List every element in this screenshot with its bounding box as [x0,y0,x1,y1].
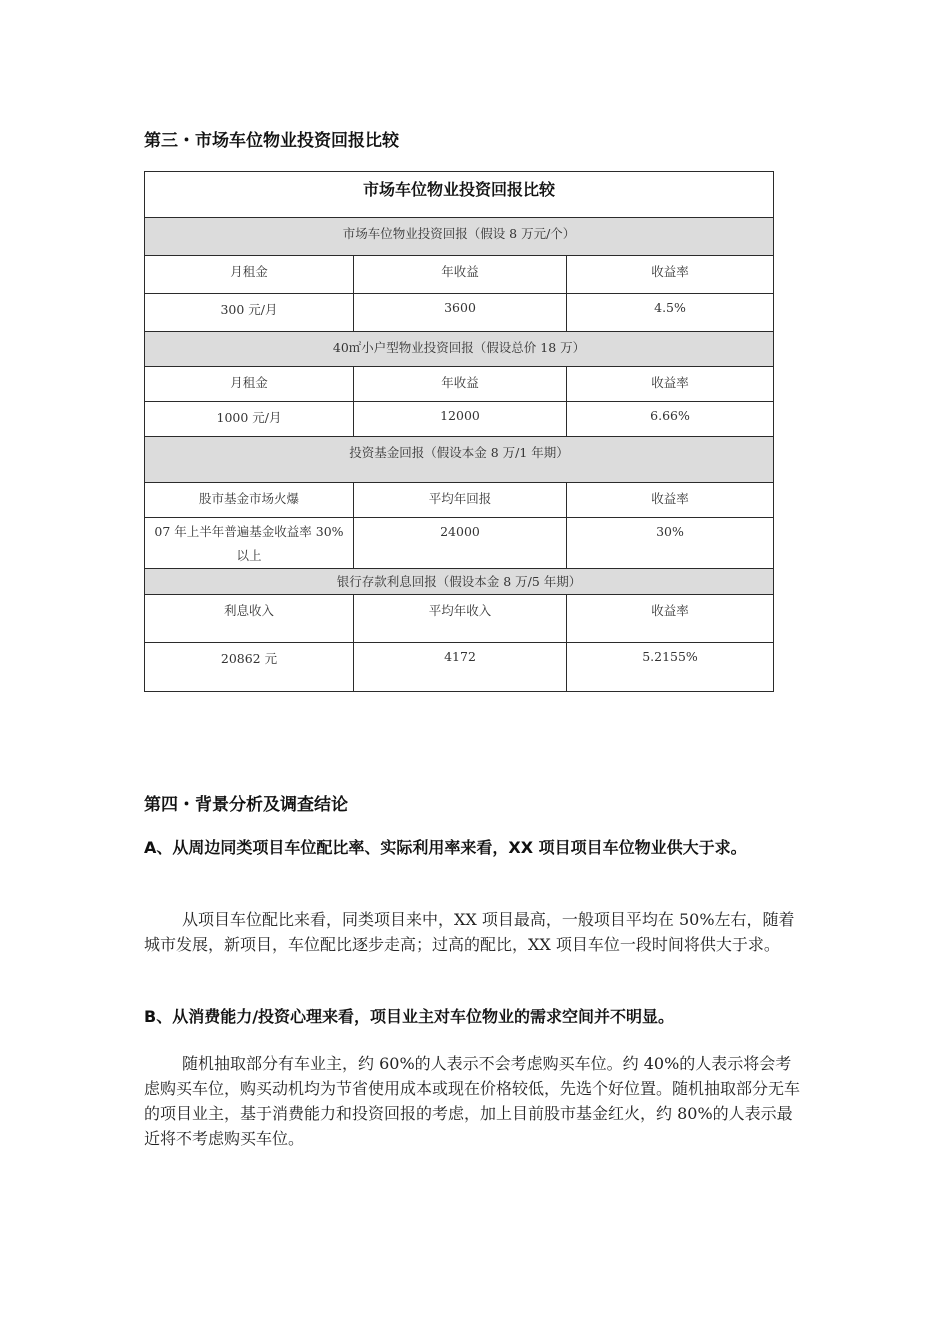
column-header: 股市基金市场火爆 [145,483,354,518]
table-cell: 1000 元/月 [145,402,354,437]
table-cell: 07 年上半年普遍基金收益率 30%以上 [145,518,354,569]
table-cell: 4172 [354,643,567,692]
table-title: 市场车位物业投资回报比较 [145,172,774,218]
group-header: 银行存款利息回报（假设本金 8 万/5 年期） [145,569,774,595]
group-header: 投资基金回报（假设本金 8 万/1 年期） [145,437,774,483]
group-header-row [145,332,774,367]
table-row [145,643,774,692]
column-header: 收益率 [567,595,774,643]
section-4-heading: 第四・背景分析及调查结论 [144,795,348,815]
column-header: 月租金 [145,256,354,294]
table-cell: 30% [567,518,774,569]
subheading-b: B、从消费能力/投资心理来看，项目业主对车位物业的需求空间并不明显。 [144,1007,675,1026]
column-header: 平均年回报 [354,483,567,518]
table-cell: 12000 [354,402,567,437]
column-header: 收益率 [567,256,774,294]
investment-return-table [144,171,774,692]
table-cell: 3600 [354,294,567,332]
table-row [145,294,774,332]
group-header: 市场车位物业投资回报（假设 8 万元/个） [145,218,774,256]
group-header-row [145,218,774,256]
column-header: 收益率 [567,483,774,518]
column-header: 平均年收入 [354,595,567,643]
column-header: 月租金 [145,367,354,402]
section-3-heading: 第三・市场车位物业投资回报比较 [144,131,399,151]
group-header-row [145,437,774,483]
table-cell: 4.5% [567,294,774,332]
column-header: 利息收入 [145,595,354,643]
column-header: 年收益 [354,367,567,402]
table-cell: 24000 [354,518,567,569]
column-header: 收益率 [567,367,774,402]
table-title-row [145,172,774,218]
group-header: 40㎡小户型物业投资回报（假设总价 18 万） [145,332,774,367]
table-row [145,402,774,437]
column-header: 年收益 [354,256,567,294]
subheading-a: A、从周边同类项目车位配比率、实际利用率来看，XX 项目项目车位物业供大于求。 [144,838,747,857]
column-header-row [145,367,774,402]
paragraph-b: 随机抽取部分有车业主，约 60%的人表示不会考虑购买车位。约 40%的人表示将会考虑购买车位，购买动机均为节省使用成本或现在价格较低，先选个好位置。随机抽取部分无车的项目业主，基于消费能力和投资回报的考虑，加上目前股市基金红火，约 80%的人表示最近将不考虑购买车位。 [144,1054,801,1148]
column-header-row [145,256,774,294]
group-header-row [145,569,774,595]
column-header-row [145,483,774,518]
paragraph-a: 从项目车位配比来看，同类项目来中，XX 项目最高，一般项目平均在 50%左右，随着城市发展，新项目，车位配比逐步走高；过高的配比，XX 项目车位一段时间将供大于求。 [144,910,795,954]
table-cell: 5.2155% [567,643,774,692]
column-header-row [145,595,774,643]
table-cell: 300 元/月 [145,294,354,332]
table-cell: 20862 元 [145,643,354,692]
table-row [145,518,774,569]
table-cell: 6.66% [567,402,774,437]
